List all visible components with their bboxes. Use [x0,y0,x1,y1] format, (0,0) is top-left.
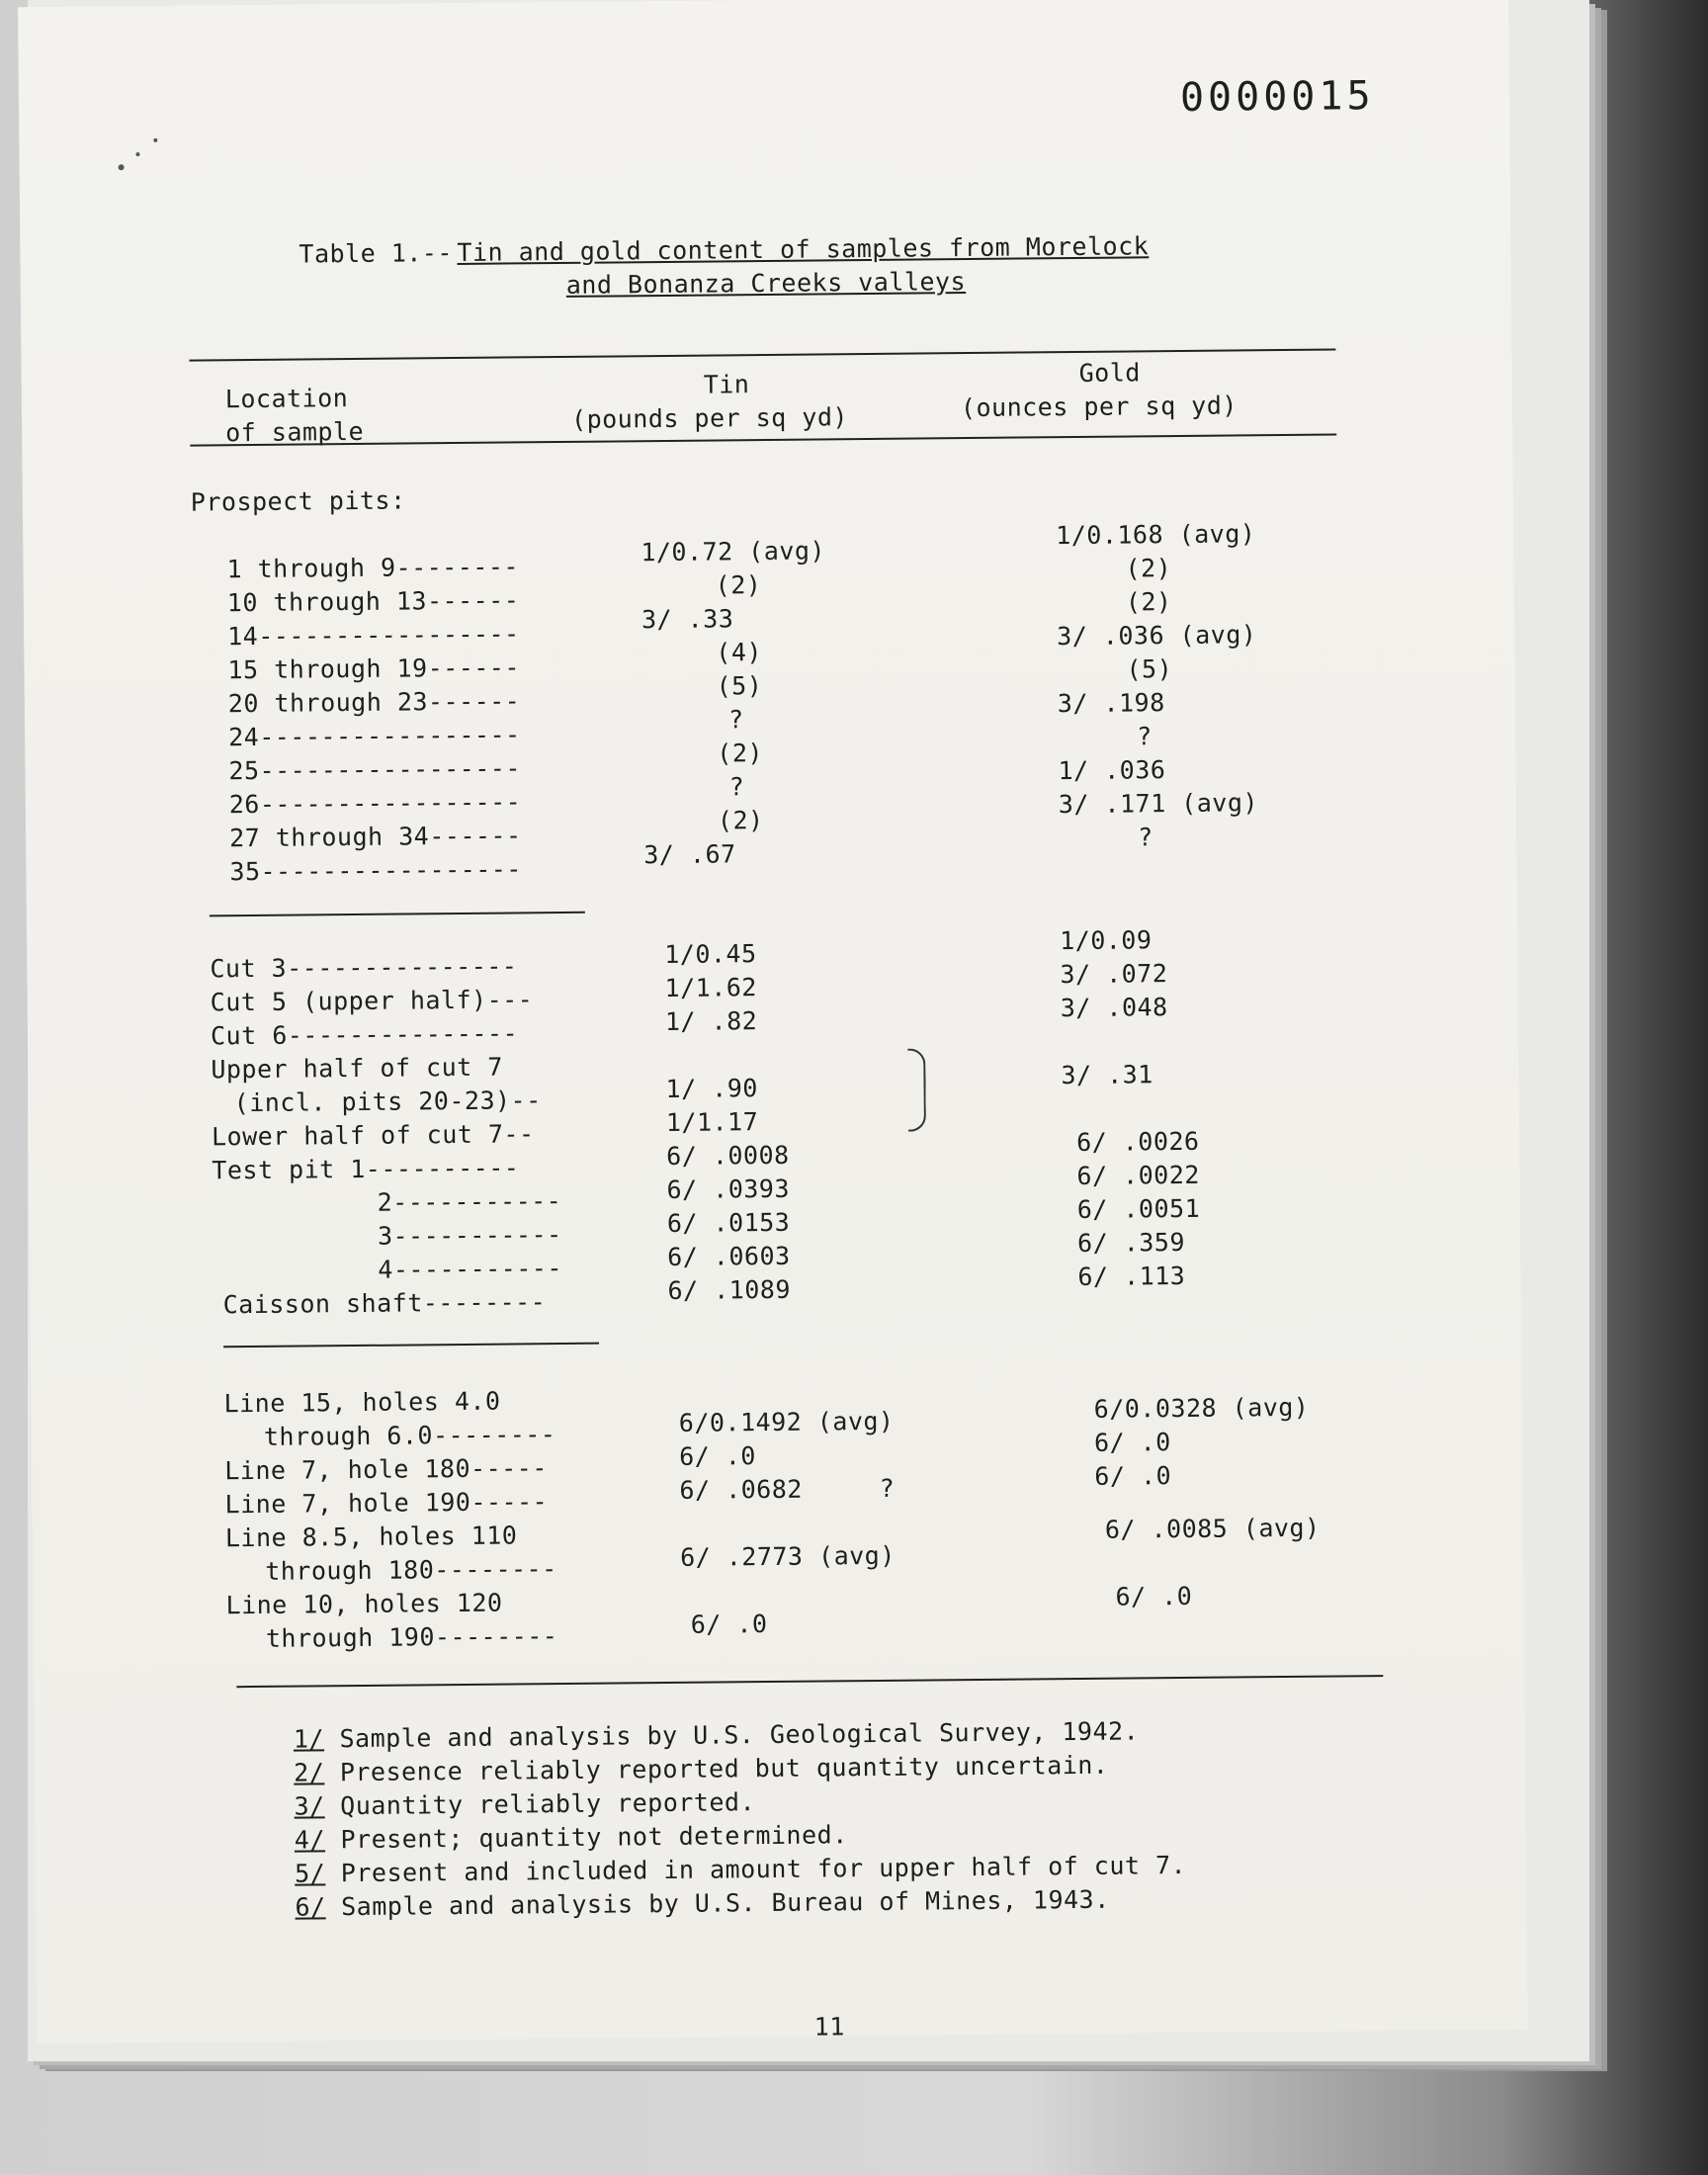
table-row-location: Caisson shaft-------- [222,1287,547,1320]
table-row-location: 26----------------- [228,787,522,820]
table-row-tin: 1/0.72 (avg) [640,536,826,567]
table-row-location: 14----------------- [227,619,520,652]
footnote-number: 2/ [294,1758,325,1787]
table-row-location: Lower half of cut 7-- [211,1119,535,1152]
footnote-item [294,1751,1108,1787]
footnote-number: 4/ [294,1825,326,1855]
table-row-location: 3----------- [377,1220,562,1251]
table-row-location: (incl. pits 20-23)-- [233,1086,542,1118]
table-row-gold: 6/ .0026 [1075,1126,1200,1158]
table-row-tin: (2) [717,739,764,768]
table-row-location: 20 through 23------ [227,686,521,719]
table-title-line1: Tin and gold content of samples from Morelock [457,231,1150,267]
table-row-gold: 6/ .0 [1115,1581,1193,1611]
table-row-location: 27 through 34------ [228,821,522,853]
cut-7-brace [907,1048,926,1131]
table-row-location: 24----------------- [227,720,521,752]
column-header-location-line1: Location [224,384,349,414]
table-row-location: 15 through 19------ [227,652,521,685]
table-row-gold: (2) [1125,554,1172,583]
table-row-tin: 1/1.62 [664,973,758,1002]
table-row-tin: ? [728,772,745,802]
table-title-prefix: Table 1.-- [299,238,454,269]
section-divider-rule [210,912,585,917]
footnote-text: Present; quantity not determined. [340,1820,848,1855]
table-row-tin: 6/ .0008 [666,1140,790,1171]
document-page [18,0,1528,2044]
table-row-gold: 3/ .036 (avg) [1057,620,1257,652]
scan-speck [119,164,125,170]
table-row-tin: 6/0.1492 (avg) [678,1406,895,1437]
table-row-gold: ? [1137,722,1153,751]
footnote-item [294,1716,1140,1753]
table-row-gold: 6/ .0 [1093,1428,1171,1457]
footnote-item [295,1885,1109,1922]
table-row-tin: 6/ .0153 [666,1207,791,1238]
table-row-tin: 1/ .82 [664,1006,758,1036]
column-header-location-line2: of sample [225,416,365,448]
table-row-tin: (5) [716,671,763,701]
table-row-location: through 180-------- [265,1554,557,1586]
table-row-tin: 6/ .0 [679,1441,757,1471]
table-row-gold: 6/ .113 [1077,1261,1186,1292]
footnote-item [295,1820,848,1854]
table-row-tin: 1/0.45 [664,939,757,970]
scan-speck [135,152,139,156]
table-row-location: Line 8.5, holes 110 [224,1521,518,1553]
table-row-tin: (4) [716,638,763,667]
table-row-tin: 3/ .33 [640,604,734,635]
table-row-location: Line 7, hole 190----- [224,1487,549,1520]
page-number: 11 [813,2012,845,2042]
table-row-location: 2----------- [377,1186,562,1217]
table-row-gold: 3/ .072 [1060,959,1168,990]
footnote-text: Sample and analysis by U.S. Bureau of Mines, 1943. [341,1884,1110,1922]
footnote-text: Quantity reliably reported. [340,1787,756,1821]
table-row-location: Line 15, holes 4.0 [223,1386,501,1419]
column-header-tin-line2: (pounds per sq yd) [570,402,849,434]
column-header-tin-line1: Tin [703,370,750,399]
table-row-location: Upper half of cut 7 [211,1052,503,1085]
footnote-number: 5/ [295,1859,326,1888]
table-row-location: 25----------------- [228,753,522,786]
footnote-number: 1/ [293,1724,325,1754]
footnote-text: Present and included in amount for upper half of cut 7. [340,1850,1187,1888]
table-row-location: through 6.0-------- [263,1420,556,1451]
footnote-text: Presence reliably reported but quantity uncertain. [339,1750,1109,1787]
table-row-gold: 1/0.09 [1060,925,1153,956]
table-row-tin: 3/ .67 [643,839,736,870]
table-row-location: Cut 3--------------- [210,951,518,984]
table-row-gold: 6/ .359 [1076,1227,1186,1259]
table-row-gold: (2) [1125,587,1172,617]
header-top-rule [189,348,1335,361]
footnote-text: Sample and analysis by U.S. Geological Survey, 1942. [339,1716,1140,1754]
table-row-tin: (2) [715,570,762,600]
table-row-tin: 1/ .90 [665,1074,759,1103]
table-row-gold: 6/ .0022 [1076,1160,1200,1191]
table-row-location: Cut 5 (upper half)--- [210,985,534,1017]
table-row-location: 35----------------- [229,854,523,887]
column-header-gold-line2: (ounces per sq yd) [960,391,1238,423]
table-row-gold: 3/ .171 (avg) [1058,788,1259,820]
table-row-tin: 6/ .0603 [667,1241,791,1271]
table-row-gold: ? [1138,823,1153,852]
footnote-number: 3/ [294,1791,325,1821]
table-row-tin: 6/ .1089 [667,1274,792,1305]
table-row-location: through 190-------- [265,1621,558,1653]
section-heading-prospect-pits: Prospect pits: [190,485,406,517]
table-row-gold: 1/0.168 (avg) [1056,519,1256,551]
table-row-tin: 6/ .2773 (avg) [679,1540,896,1572]
footnote-item [295,1851,1186,1888]
scan-speck [153,138,157,142]
table-row-location: Line 10, holes 120 [225,1588,503,1620]
table-row-gold: 6/ .0 [1094,1461,1172,1491]
table-row-location: Line 7, hole 180----- [224,1453,548,1486]
table-row-gold: 6/ .0085 (avg) [1104,1513,1321,1544]
table-row-tin: 1/1.17 [665,1107,759,1137]
table-row-gold: 3/ .198 [1057,688,1165,719]
table-row-gold: 3/ .048 [1060,993,1168,1023]
table-row-location: Test pit 1---------- [212,1153,520,1185]
table-title-line2: and Bonanza Creeks valleys [565,267,967,300]
table-row-gold: 3/ .31 [1061,1060,1153,1090]
table-bottom-rule [236,1675,1383,1688]
table-row-location: Cut 6--------------- [210,1018,519,1051]
column-header-gold-line1: Gold [1078,358,1141,388]
table-row-tin: 6/ .0393 [666,1174,791,1204]
table-row-tin: ? [727,705,744,735]
table-row-tin: (2) [717,806,764,835]
table-row-gold: 6/ .0051 [1076,1193,1201,1225]
table-row-gold: 6/0.0328 (avg) [1093,1392,1310,1424]
table-row-tin: 6/ .0682 ? [679,1473,896,1505]
document-number: 0000015 [1179,73,1375,121]
footnote-number: 6/ [295,1892,326,1922]
table-row-location: 1 through 9-------- [226,552,520,584]
table-row-location: 4----------- [378,1254,563,1284]
table-row-location: 10 through 13------ [226,585,520,618]
table-row-gold: (5) [1126,654,1173,684]
section-divider-rule [223,1343,599,1348]
table-row-gold: 1/ .036 [1058,755,1166,786]
table-row-tin: 6/ .0 [690,1610,768,1639]
footnote-item [294,1787,755,1820]
